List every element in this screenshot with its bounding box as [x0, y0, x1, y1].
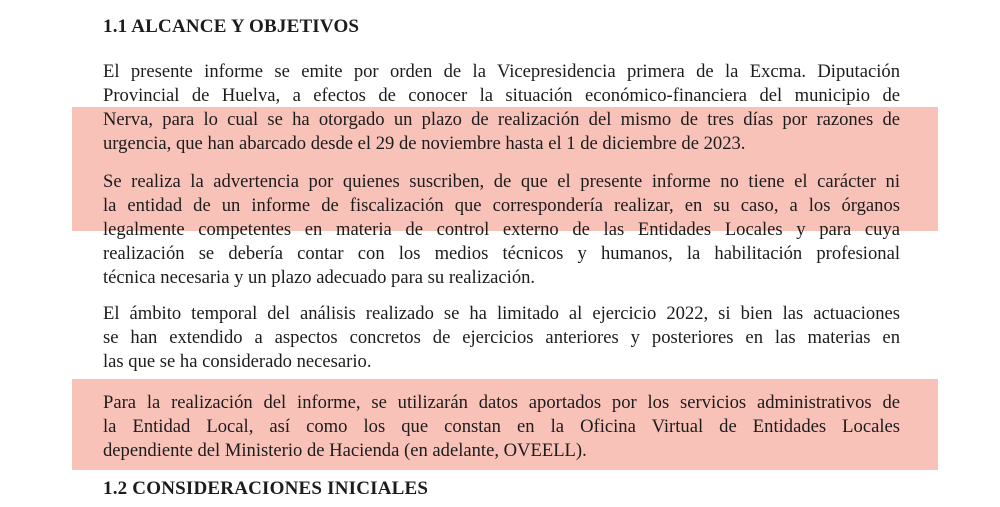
paragraph: [103, 391, 900, 463]
text-line: Nerva, para lo cual se ha otorgado un plazo de realización del mismo de tres días por razones de: [103, 109, 900, 130]
text-line: urgencia, que han abarcado desde el 29 de noviembre hasta el 1 de diciembre de 2023.: [103, 133, 746, 154]
section-heading: 1.2 CONSIDERACIONES INICIALES: [103, 478, 429, 499]
text-line: la Entidad Local, así como los que constan en la Oficina Virtual de Entidades Locales: [103, 416, 900, 437]
section-heading: 1.1 ALCANCE Y OBJETIVOS: [103, 16, 360, 37]
text-line: la entidad de un informe de fiscalización que correspondería realizar, en su caso, a los órganos: [103, 195, 900, 216]
paragraph: [103, 302, 900, 374]
text-line: El ámbito temporal del análisis realizado se ha limitado al ejercicio 2022, si bien las actuaciones: [103, 303, 900, 324]
text-line: se han extendido a aspectos concretos de ejercicios anteriores y posteriores en las materias en: [103, 327, 900, 348]
text-line: El presente informe se emite por orden de la Vicepresidencia primera de la Excma. Diputación: [103, 61, 900, 82]
text-line: realización se debería contar con los medios técnicos y humanos, la habilitación profesional: [103, 243, 900, 264]
paragraph: [103, 60, 900, 156]
text-line: legalmente competentes en materia de control externo de las Entidades Locales y para cuya: [103, 219, 900, 240]
text-line: dependiente del Ministerio de Hacienda (en adelante, OVEELL).: [103, 440, 587, 461]
text-line: técnica necesaria y un plazo adecuado para su realización.: [103, 267, 536, 288]
text-line: las que se ha considerado necesario.: [103, 351, 372, 372]
paragraph: [103, 170, 900, 290]
text-line: Provincial de Huelva, a efectos de conocer la situación económico-financiera del municipio de: [103, 85, 900, 106]
text-line: Para la realización del informe, se utilizarán datos aportados por los servicios administrativos de: [103, 392, 900, 413]
text-line: Se realiza la advertencia por quienes suscriben, de que el presente informe no tiene el carácter ni: [103, 171, 900, 192]
